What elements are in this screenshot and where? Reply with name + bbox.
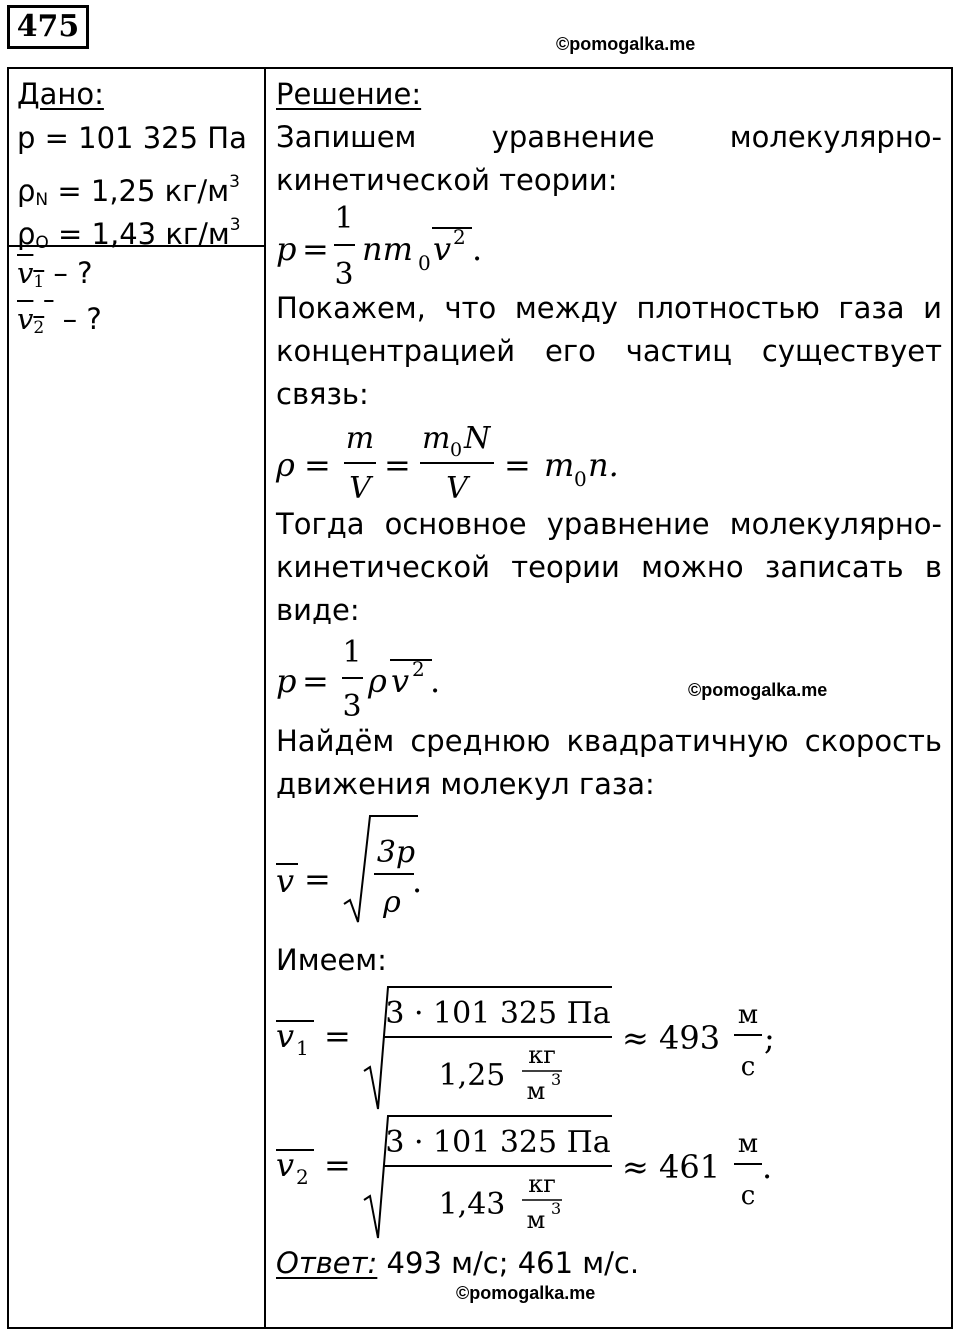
column-divider — [264, 67, 266, 1329]
svg-text:=: = — [324, 1017, 351, 1055]
svg-text:.: . — [412, 862, 423, 900]
svg-text:.: . — [430, 662, 441, 700]
svg-text:=: = — [324, 1146, 351, 1184]
watermark-middle: ©pomogalka.me — [688, 680, 828, 700]
svg-text:3: 3 — [334, 257, 354, 290]
svg-text:.: . — [762, 1148, 773, 1186]
svg-text:1: 1 — [334, 201, 354, 236]
svg-text:1,25: 1,25 — [438, 1058, 506, 1093]
formula-mkt-density — [272, 634, 472, 724]
svg-text:=: = — [302, 230, 329, 268]
svg-text:кг: кг — [528, 1041, 556, 1069]
svg-text:=: = — [384, 446, 411, 484]
svg-text:ρ: ρ — [383, 885, 401, 920]
svg-text:=: = — [302, 662, 329, 700]
paragraph-rms-speed: Найдём среднюю квадратичную скорость движения молекул газа: — [276, 724, 942, 801]
svg-text:3 · 101 325 Па: 3 · 101 325 Па — [385, 996, 611, 1031]
svg-text:3 · 101 325 Па: 3 · 101 325 Па — [385, 1125, 611, 1160]
svg-text:v: v — [276, 862, 295, 900]
svg-text:v: v — [276, 1146, 295, 1184]
formula-density — [272, 418, 652, 508]
formula-rms-speed — [272, 812, 442, 932]
svg-text:с: с — [740, 1052, 756, 1082]
svg-text:p: p — [276, 230, 297, 268]
svg-text:nm: nm — [362, 230, 413, 268]
svg-text:v: v — [276, 1017, 295, 1055]
watermark-bottom: ©pomogalka.me — [456, 1283, 596, 1303]
svg-text:2: 2 — [453, 225, 466, 249]
svg-text:=: = — [304, 446, 331, 484]
svg-text:3: 3 — [551, 1199, 562, 1218]
svg-text:m: m — [345, 421, 375, 456]
solution-title: Решение: — [276, 77, 422, 111]
formula-v1-calc — [272, 983, 792, 1113]
svg-text:m: m — [544, 446, 575, 484]
have-label: Имеем: — [276, 943, 387, 977]
formula-v2-calc — [272, 1112, 792, 1242]
given-pressure: p = 101 325 Па — [17, 121, 247, 155]
svg-text:0: 0 — [574, 467, 587, 491]
paragraph-density-relation: Покажем, что между плотностью газа и концентрацией его частиц существует связь: — [276, 291, 942, 411]
svg-text:m: m — [422, 421, 451, 456]
svg-text:с: с — [740, 1181, 756, 1211]
watermark-top: ©pomogalka.me — [556, 34, 696, 54]
paragraph-mkt-density-form: Тогда основное уравнение молекулярно- кинетической теории можно записать в виде: — [276, 507, 942, 627]
svg-text:0: 0 — [450, 439, 463, 461]
svg-text:ρ: ρ — [276, 446, 295, 484]
paragraph-mkt-intro: Запишем уравнение молекулярно- кинетической теории: — [276, 120, 942, 197]
svg-text:≈ 493: ≈ 493 — [622, 1019, 721, 1057]
given-density-n: $\rho_N = 1,25$ $кг/м^3$ — [17, 172, 240, 210]
svg-text:3: 3 — [342, 689, 362, 724]
svg-text:≈ 461: ≈ 461 — [622, 1148, 721, 1186]
svg-text:n.: n. — [588, 446, 619, 484]
find-v2: $v_2$ – ? — [17, 302, 102, 338]
svg-text:;: ; — [764, 1019, 775, 1057]
svg-text:м: м — [526, 1077, 546, 1105]
formula-basic-mkt — [272, 200, 532, 290]
svg-text:1: 1 — [296, 1036, 309, 1060]
svg-text:p: p — [276, 662, 297, 700]
svg-text:V: V — [446, 471, 468, 506]
svg-text:ρ: ρ — [368, 662, 387, 700]
svg-text:м: м — [526, 1206, 546, 1234]
svg-text:.: . — [472, 230, 483, 268]
svg-text:1: 1 — [342, 635, 362, 670]
svg-text:2: 2 — [412, 657, 425, 681]
svg-text:кг: кг — [528, 1170, 556, 1198]
svg-text:м: м — [737, 1129, 759, 1159]
svg-text:v: v — [391, 662, 410, 700]
svg-text:2: 2 — [296, 1165, 309, 1189]
given-title: Дано: — [17, 77, 104, 111]
svg-text:3: 3 — [551, 1070, 562, 1089]
svg-text:0: 0 — [418, 251, 431, 275]
svg-text:V: V — [349, 471, 371, 506]
svg-text:v: v — [433, 230, 452, 268]
svg-text:N: N — [464, 421, 491, 456]
svg-text:=: = — [304, 860, 331, 898]
problem-number: 475 — [7, 5, 89, 49]
svg-text:=: = — [504, 446, 531, 484]
given-density-o: $\rho_O = 1,43$ $кг/м^3$ — [17, 215, 241, 253]
answer-line: Ответ: 493 м/с; 461 м/с. — [276, 1246, 640, 1280]
find-v1: $v_1$ – ? — [17, 256, 93, 292]
svg-text:м: м — [737, 1000, 759, 1030]
svg-text:3p: 3p — [376, 835, 416, 870]
svg-text:1,43: 1,43 — [438, 1187, 506, 1222]
